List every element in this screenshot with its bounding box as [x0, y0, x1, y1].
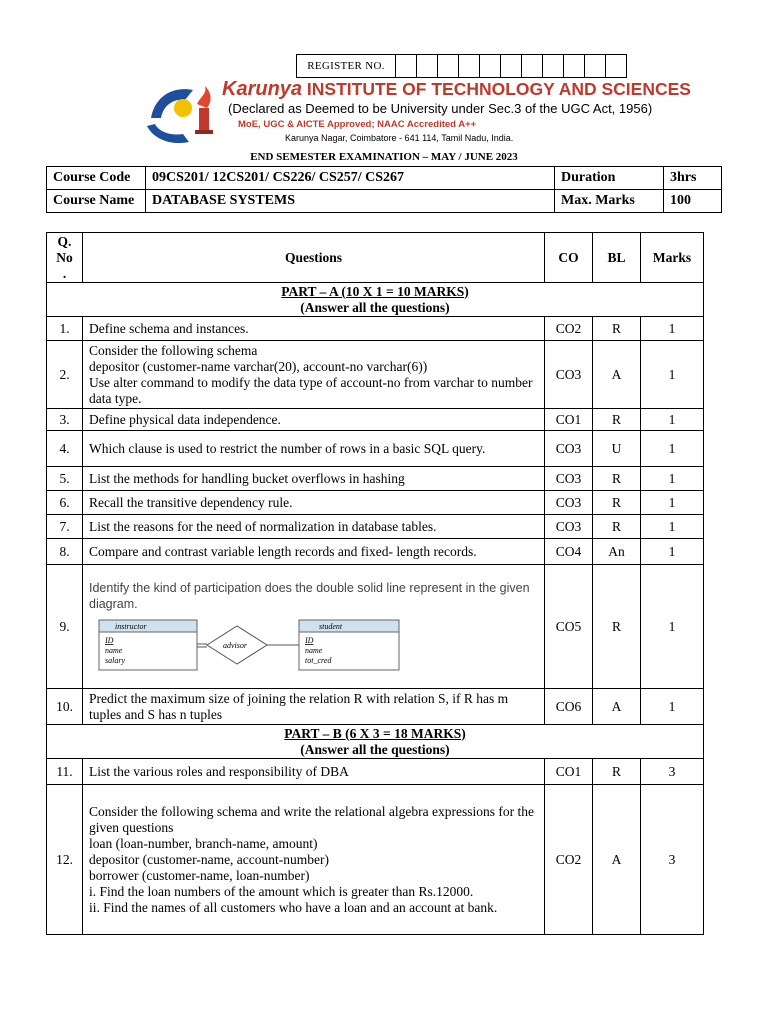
entity-attr: ID — [305, 635, 314, 645]
part-b-title: PART – B (6 X 3 = 18 MARKS) — [284, 725, 466, 741]
question-marks: 1 — [641, 431, 704, 467]
question-bl: R — [593, 317, 641, 341]
question-text: List the methods for handling bucket overflows in hashing — [83, 467, 545, 491]
institute-approval: MoE, UGC & AICTE Approved; NAAC Accredited A++ — [238, 119, 477, 130]
question-text: List the reasons for the need of normalization in database tables. — [83, 515, 545, 539]
table-row — [47, 491, 704, 515]
max-marks-label: Max. Marks — [555, 190, 664, 213]
question-bl: A — [593, 785, 641, 935]
entity-name-student: student — [319, 621, 343, 631]
university-logo-icon — [145, 78, 225, 150]
institute-declaration: (Declared as Deemed to be University under Sec.3 of the UGC Act, 1956) — [228, 101, 653, 116]
question-co: CO3 — [545, 491, 593, 515]
question-number: 6. — [47, 491, 83, 515]
question-co: CO2 — [545, 317, 593, 341]
question-line: Consider the following schema — [89, 342, 258, 358]
duration-value: 3hrs — [664, 167, 722, 190]
header-marks: Marks — [641, 233, 704, 283]
part-a-note: (Answer all the questions) — [300, 299, 450, 315]
question-bl: R — [593, 759, 641, 785]
question-co: CO3 — [545, 341, 593, 409]
question-number: 8. — [47, 539, 83, 565]
course-info-table — [46, 166, 722, 213]
entity-attr: ID — [105, 635, 114, 645]
course-code-value: 09CS201/ 12CS201/ CS226/ CS257/ CS267 — [146, 167, 555, 190]
register-cell — [396, 55, 417, 77]
register-cell — [543, 55, 564, 77]
header-co: CO — [545, 233, 593, 283]
brand-name: Karunya — [222, 78, 303, 100]
question-co: CO1 — [545, 409, 593, 431]
question-co: CO6 — [545, 689, 593, 725]
question-line: depositor (customer-name varchar(20), account-no varchar(6)) — [89, 358, 428, 374]
exam-title: END SEMESTER EXAMINATION – MAY / JUNE 2023 — [250, 151, 518, 163]
entity-attr: name — [305, 645, 323, 655]
question-text: Which clause is used to restrict the number of rows in a basic SQL query. — [83, 431, 545, 467]
table-row — [47, 467, 704, 491]
question-marks: 1 — [641, 539, 704, 565]
question-bl: A — [593, 689, 641, 725]
table-row — [47, 409, 704, 431]
table-row — [47, 785, 704, 935]
question-line: ii. Find the names of all customers who have a loan and an account at bank. — [89, 899, 498, 915]
question-number: 5. — [47, 467, 83, 491]
register-number-box — [296, 54, 627, 78]
question-marks: 1 — [641, 317, 704, 341]
question-line: depositor (customer-name, account-number) — [89, 851, 330, 867]
institute-address: Karunya Nagar, Coimbatore - 641 114, Tamil Nadu, India. — [285, 133, 514, 143]
question-number: 11. — [47, 759, 83, 785]
question-bl: A — [593, 341, 641, 409]
table-row — [47, 689, 704, 725]
institute-name: INSTITUTE OF TECHNOLOGY AND SCIENCES — [306, 79, 691, 99]
question-number: 10. — [47, 689, 83, 725]
part-a-title: PART – A (10 X 1 = 10 MARKS) — [281, 283, 469, 299]
question-bl: R — [593, 565, 641, 689]
question-text — [83, 565, 545, 689]
institute-title — [222, 78, 691, 101]
duration-label: Duration — [555, 167, 664, 190]
question-co: CO2 — [545, 785, 593, 935]
question-number: 4. — [47, 431, 83, 467]
question-bl: R — [593, 409, 641, 431]
question-marks: 1 — [641, 491, 704, 515]
question-marks: 1 — [641, 341, 704, 409]
question-table — [46, 232, 704, 935]
question-bl: R — [593, 515, 641, 539]
register-cell — [501, 55, 522, 77]
relationship-name: advisor — [223, 640, 247, 650]
question-bl: An — [593, 539, 641, 565]
entity-header-instructor — [99, 620, 197, 632]
question-text — [83, 785, 545, 935]
entity-name-instructor: instructor — [115, 621, 147, 631]
question-number: 2. — [47, 341, 83, 409]
question-number: 12. — [47, 785, 83, 935]
question-marks: 3 — [641, 785, 704, 935]
course-code-label: Course Code — [47, 167, 146, 190]
question-co: CO3 — [545, 467, 593, 491]
question-line: Use alter command to modify the data type of account-no from varchar to number data type. — [89, 374, 533, 406]
register-cell — [459, 55, 480, 77]
question-marks: 1 — [641, 565, 704, 689]
question-text: Compare and contrast variable length records and fixed- length records. — [83, 539, 545, 565]
register-cell — [522, 55, 543, 77]
question-bl: R — [593, 467, 641, 491]
question-number: 1. — [47, 317, 83, 341]
question-text: Define schema and instances. — [83, 317, 545, 341]
question-line: loan (loan-number, branch-name, amount) — [89, 835, 318, 851]
register-cell — [417, 55, 438, 77]
question-line: borrower (customer-name, loan-number) — [89, 867, 310, 883]
question-co: CO1 — [545, 759, 593, 785]
entity-attr: salary — [105, 655, 125, 665]
register-cell — [564, 55, 585, 77]
question-co: CO5 — [545, 565, 593, 689]
course-row — [47, 190, 722, 213]
question-text — [83, 341, 545, 409]
entity-attr: tot_cred — [305, 655, 332, 665]
question-marks: 1 — [641, 467, 704, 491]
table-row — [47, 341, 704, 409]
table-row — [47, 759, 704, 785]
question-co: CO3 — [545, 431, 593, 467]
table-row — [47, 431, 704, 467]
register-cell — [585, 55, 606, 77]
question-marks: 1 — [641, 515, 704, 539]
question-text: List the various roles and responsibility of DBA — [83, 759, 545, 785]
question-marks: 3 — [641, 759, 704, 785]
question-number: 3. — [47, 409, 83, 431]
question-marks: 1 — [641, 689, 704, 725]
question-marks: 1 — [641, 409, 704, 431]
register-cell — [606, 55, 626, 77]
er-diagram — [89, 618, 449, 674]
table-row — [47, 539, 704, 565]
question-line: Consider the following schema and write the relational algebra expressions for the given questions — [89, 803, 534, 835]
table-row — [47, 565, 704, 689]
question-text: Predict the maximum size of joining the relation R with relation S, if R has m tuples and S has n tuples — [83, 689, 545, 725]
question-number: 7. — [47, 515, 83, 539]
table-row — [47, 317, 704, 341]
register-cell — [480, 55, 501, 77]
header-questions: Questions — [83, 233, 545, 283]
question-line: Identify the kind of participation does the double solid line represent in the given diagram. — [89, 580, 530, 611]
question-bl: U — [593, 431, 641, 467]
question-text: Define physical data independence. — [83, 409, 545, 431]
header-bl: BL — [593, 233, 641, 283]
question-text: Recall the transitive dependency rule. — [83, 491, 545, 515]
header-qno: Q. No . — [47, 233, 83, 283]
course-row — [47, 167, 722, 190]
course-name-label: Course Name — [47, 190, 146, 213]
question-co: CO3 — [545, 515, 593, 539]
table-row — [47, 515, 704, 539]
question-number: 9. — [47, 565, 83, 689]
register-cell — [438, 55, 459, 77]
register-label: REGISTER NO. — [297, 55, 396, 77]
part-a-header — [47, 283, 704, 317]
question-line: i. Find the loan numbers of the amount which is greater than Rs.12000. — [89, 883, 474, 899]
entity-header-student — [299, 620, 399, 632]
question-bl: R — [593, 491, 641, 515]
part-b-note: (Answer all the questions) — [300, 741, 450, 757]
course-name-value: DATABASE SYSTEMS — [146, 190, 555, 213]
question-co: CO4 — [545, 539, 593, 565]
table-header-row — [47, 233, 704, 283]
max-marks-value: 100 — [664, 190, 722, 213]
entity-attr: name — [105, 645, 123, 655]
part-b-header — [47, 725, 704, 759]
